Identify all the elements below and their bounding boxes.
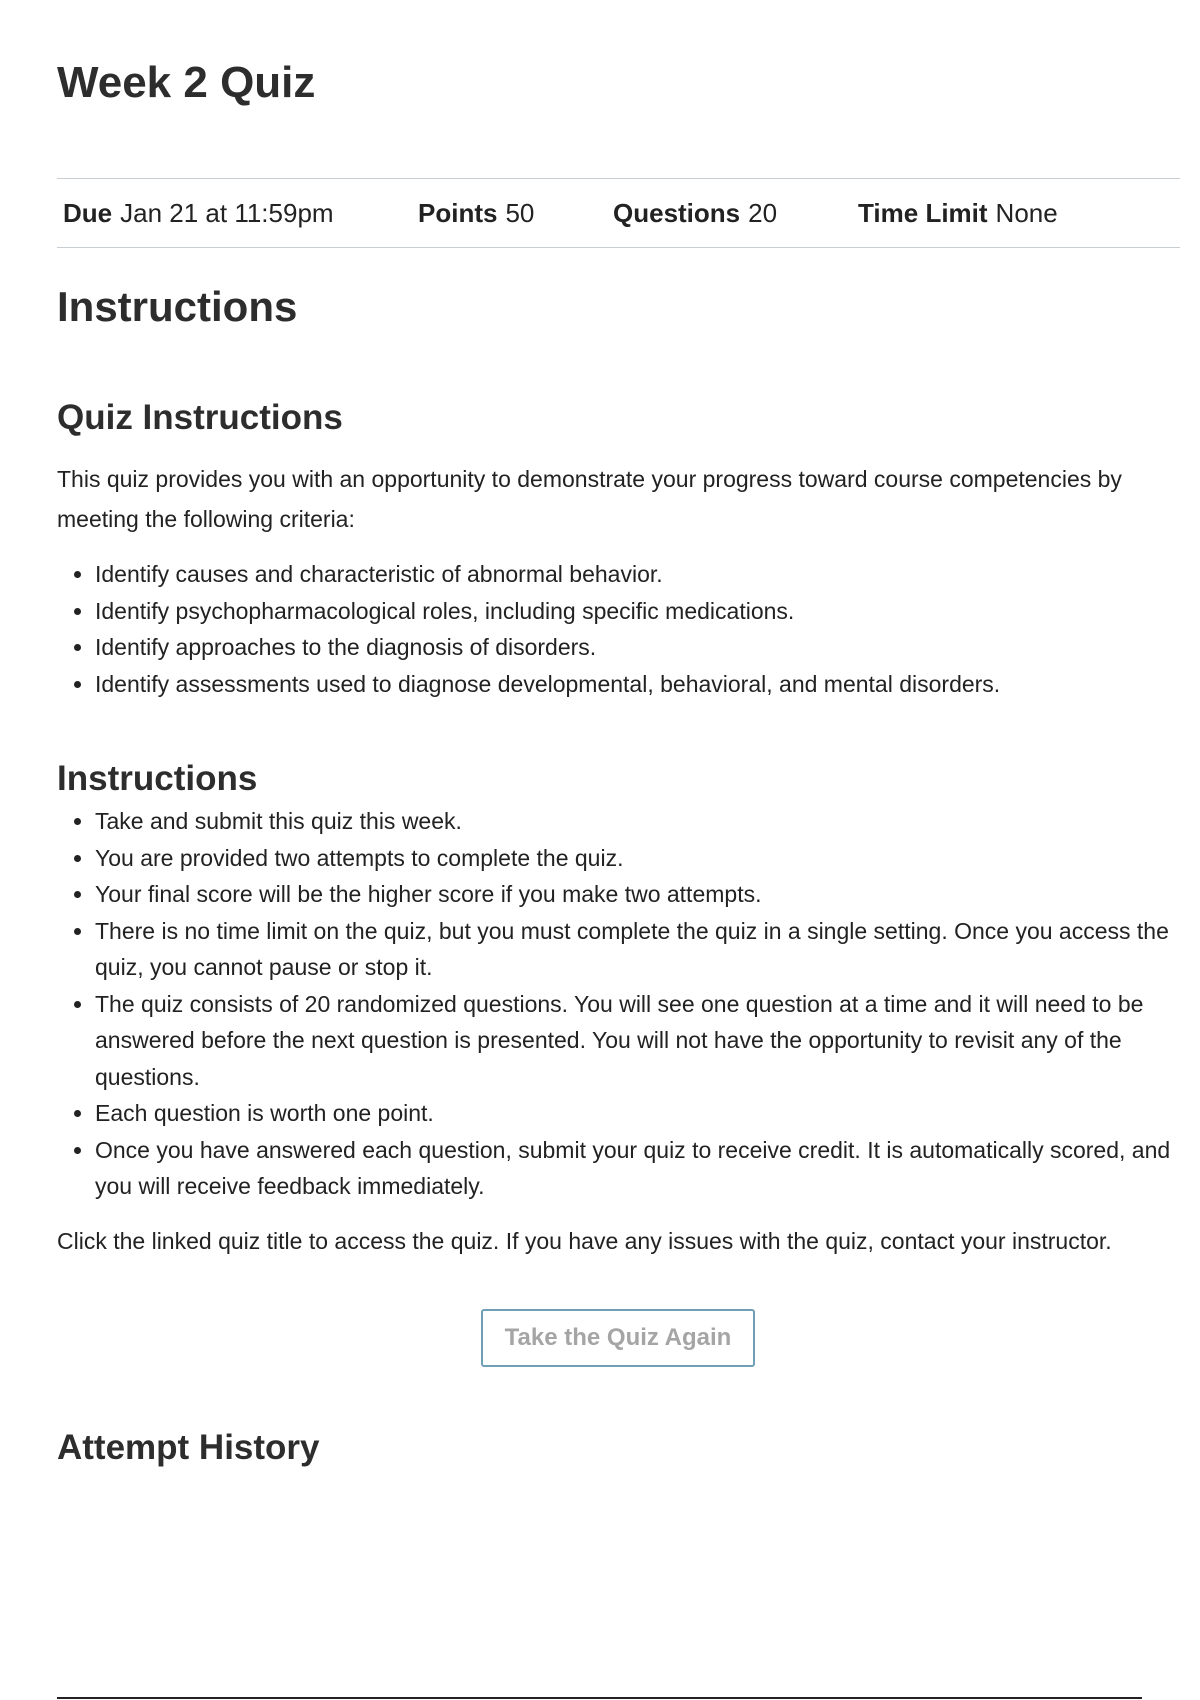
questions-count xyxy=(613,198,777,229)
list-item: • Take and submit this quiz this week. xyxy=(95,803,1195,840)
points-value: 50 xyxy=(505,198,535,228)
instructions-closing: Click the linked quiz title to access the quiz. If you have any issues with the quiz, contact your instructor. xyxy=(57,1228,1112,1254)
divider xyxy=(57,1697,1142,1699)
list-item: • Your final score will be the higher score if you make two attempts. xyxy=(95,876,1195,913)
list-item: • There is no time limit on the quiz, but you must complete the quiz in a single setting. Once you access the quiz, you cannot pause or stop it. xyxy=(95,913,1195,986)
list-item: • Identify approaches to the diagnosis of disorders. xyxy=(95,629,1195,666)
list-item: • Identify causes and characteristic of abnormal behavior. xyxy=(95,556,1195,593)
take-quiz-again-button[interactable]: Take the Quiz Again xyxy=(481,1309,755,1367)
list-item: • The quiz consists of 20 randomized questions. You will see one question at a time and it will need to be answered before the next question is presented. You will not have the opportunity to revisit any of the questions. xyxy=(95,986,1195,1096)
list-item: • Identify assessments used to diagnose developmental, behavioral, and mental disorders. xyxy=(95,666,1195,703)
instructions-heading: Instructions xyxy=(57,759,258,798)
points-label: Points xyxy=(418,198,498,228)
page-title: Week 2 Quiz xyxy=(57,58,316,107)
points xyxy=(418,198,534,229)
list-item: • Identify psychopharmacological roles, including specific medications. xyxy=(95,593,1195,630)
list-item: • Once you have answered each question, submit your quiz to receive credit. It is automatically scored, and you will receive feedback immediately. xyxy=(95,1132,1195,1205)
instructions-list xyxy=(57,803,1195,1205)
criteria-list xyxy=(57,556,1195,702)
questions-label: Questions xyxy=(613,198,741,228)
list-item: • Each question is worth one point. xyxy=(95,1095,1195,1132)
list-item: • You are provided two attempts to complete the quiz. xyxy=(95,840,1195,877)
quiz-instructions-intro: This quiz provides you with an opportunity to demonstrate your progress toward course competencies by meeting the following criteria: xyxy=(57,466,1122,532)
quiz-details-bar xyxy=(57,178,1180,248)
due-value: Jan 21 at 11:59pm xyxy=(120,198,334,228)
instructions-section-heading: Instructions xyxy=(57,283,298,330)
questions-value: 20 xyxy=(748,198,778,228)
time-limit-label: Time Limit xyxy=(858,198,988,228)
retake-quiz-wrapper xyxy=(481,1309,755,1367)
due-label: Due xyxy=(63,198,113,228)
attempt-history-heading: Attempt History xyxy=(57,1428,320,1467)
time-limit xyxy=(858,198,1058,229)
due-date xyxy=(63,198,334,229)
time-limit-value: None xyxy=(995,198,1058,228)
quiz-instructions-heading: Quiz Instructions xyxy=(57,398,343,437)
